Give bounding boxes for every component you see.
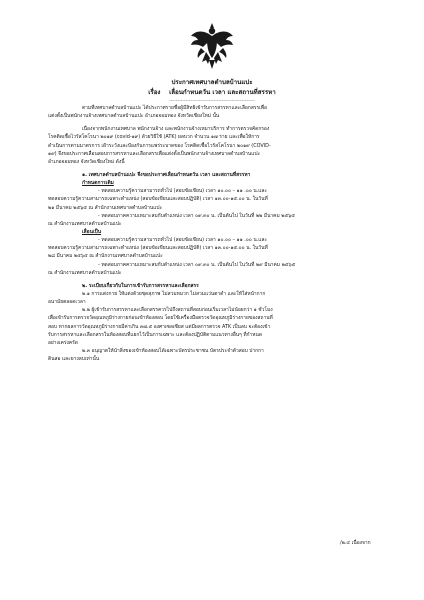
schedule-line: ๒๑ มีนาคม ๒๕๖๕ ณ สำนักงานเทศบาลตำบลบ้านแปะ	[48, 204, 163, 211]
schedule-line: - ทดสอบภาคความเหมาะสมกับตำแหน่ง เวลา ๐๙.๓๐ น. เป็นต้นไป ในวันที่ ๒๙ มีนาคม ๒๕๖๕	[98, 261, 296, 268]
schedule-line: - ทดสอบภาคความเหมาะสมกับตำแหน่ง เวลา ๐๙.๓๐ น. เป็นต้นไป ในวันที่ ๒๒ มีนาคม ๒๕๖๕	[98, 212, 295, 219]
paragraph-line: ๒.๓ อนุญาตให้นำสิ่งของเข้าห้องสอบได้เฉพาะบัตรประชาชน บัตรประจำตัวสอบ ปากกา	[82, 347, 264, 354]
continued-marker: /๒.๔ เนื่องจาก	[340, 540, 371, 546]
page-title: ประกาศเทศบาลตำบลบ้านแปะ	[171, 79, 253, 86]
paragraph-line: ดำเนินการตามมาตรการ เฝ้าระวังและป้องกันการแพร่ระบาดของ โรคติดเชื้อไวรัสโคโรนา ๒๐๑๙ (COVID-	[48, 142, 271, 149]
subject-text: เลื่อนกำหนดวัน เวลา และสถานที่สรรหา	[169, 89, 276, 96]
schedule-line: ทดสอบความรู้ความสามารถเฉพาะตำแหน่ง (สอบข้อเขียนและสอบปฏิบัติ) เวลา ๑๓.๐๐-๑๕.๐๐ น. ในวันที่	[48, 245, 268, 252]
garuda-emblem-icon	[188, 22, 236, 70]
paragraph-line: ๑๙) จึงขอประกาศเลื่อนสอบการสรรหาและเลือกสรรเพื่อแต่งตั้งเป็นพนักงานจ้างเทศบาลตำบลบ้านแปะ	[48, 150, 261, 157]
paragraph-line: ตามที่เทศบาลตำบลบ้านแปะ ได้ประกาศรายชื่อผู้มีสิทธิเข้ารับการสรรหาและเลือกสรรเพื่อ	[82, 105, 267, 111]
schedule-line: ณ สำนักงานเทศบาลตำบลบ้านแปะ	[48, 269, 122, 276]
paragraph-line: ดินสอ และยางลบเท่านั้น	[48, 356, 100, 363]
document-body	[48, 104, 388, 363]
paragraph-line: อำเภอจอมทอง จังหวัดเชียงใหม่ ดังนี้	[48, 158, 125, 165]
postponed-schedule-heading: เลื่อนเป็น	[82, 228, 102, 235]
schedule-line: - ทดสอบความรู้ความสามารถทั่วไป (สอบข้อเขียน) เวลา ๑๐.๐๐ – ๑๑ .๐๐ น.และ	[98, 237, 268, 244]
paragraph-line: ๒.๑ การแต่งกาย ให้แต่งด้วยชุดสุภาพ ไม่สวมหมวก ไม่สวมแว่นตาดำ และให้ใส่หน้ากาก	[82, 290, 266, 297]
subject-line	[0, 88, 424, 97]
paragraph-line: ๒.๒ ผู้เข้ารับการสรรหาและเลือกสรรควรไปถึงสถานที่สอบก่อนเริ่มเวลาไม่น้อยกว่า ๑ ชั่วโมง	[82, 307, 273, 314]
paragraph-line: สอบ หากผลการวัดอุณหภูมิร่างกายมีค่าเกิน ๓๗.๕ องศาเซลเซียส แต่มีผลการตรวจ ATK เป็นลบ จะต้องเข้า	[48, 323, 271, 330]
paragraph-line: แต่งตั้งเป็นพนักงานจ้างเทศบาลตำบลบ้านแปะ อำเภอจอมทอง จังหวัดเชียงใหม่ นั้น	[48, 113, 220, 120]
schedule-line: ทดสอบความรู้ความสามารถเฉพาะตำแหน่ง (สอบข้อเขียนและสอบปฏิบัติ) เวลา ๑๓.๐๐-๑๕.๐๐ น. ในวันที่	[48, 196, 268, 203]
subject-label: เรื่อง	[148, 89, 161, 96]
schedule-line: - ทดสอบความรู้ความสามารถทั่วไป (สอบข้อเขียน) เวลา ๑๐.๐๐ – ๑๑ .๐๐ น.และ	[98, 188, 268, 195]
paragraph-line: โรคติดเชื้อไวรัสโคโรนา ๒๐๑๙ (covid-๑๙) ด้วยวิธีใช้ (ATK) ผลบวก จำนวน ๑๗ ราย และเพื่อให้การ	[48, 134, 260, 141]
section-heading: ๒. ระเบียบเกี่ยวกับในการเข้ารับการสรรหาและเลือกสรร	[82, 282, 199, 289]
paragraph-line: เพื่อเข้ารับการตรวจวัดอุณหภูมิร่างกายก่อนเข้าห้องสอบ โดยใช้เครื่องมือตรวจวัดอุณหภูมิร่างกายของสถานที่	[48, 315, 273, 322]
original-schedule-heading: กำหนดการเดิม	[82, 180, 114, 187]
schedule-line: ณ สำนักงานเทศบาลตำบลบ้านแปะ	[48, 220, 122, 227]
paragraph-line: เนื่องจากพนักงานเทศบาล พนักงานจ้าง และพนักงานจ้างเหมาบริการ ทำการตรวจคัดกรอง	[82, 126, 270, 133]
paragraph-line: รับการสรรหาและเลือกสรรในห้องสอบที่แยกไว้เป็นการเฉพาะ และต้องปฏิบัติตามแนวทางอื่นๆ ที่กำหนด	[48, 331, 263, 338]
separator-line: ----------------------------------------------------	[169, 99, 255, 102]
schedule-line: ๒๘ มีนาคม ๒๕๖๕ ณ สำนักงานเทศบาลตำบลบ้านแปะ	[48, 253, 163, 260]
paragraph-line: อนามัยตลอดเวลา	[48, 299, 86, 306]
section-heading: ๑. เทศบาลตำบลบ้านแปะ จึงขอประกาศเลื่อนกำหนดวัน เวลา และสถานที่สรรหา	[82, 171, 251, 178]
paragraph-line: อย่างเคร่งครัด	[48, 339, 78, 346]
